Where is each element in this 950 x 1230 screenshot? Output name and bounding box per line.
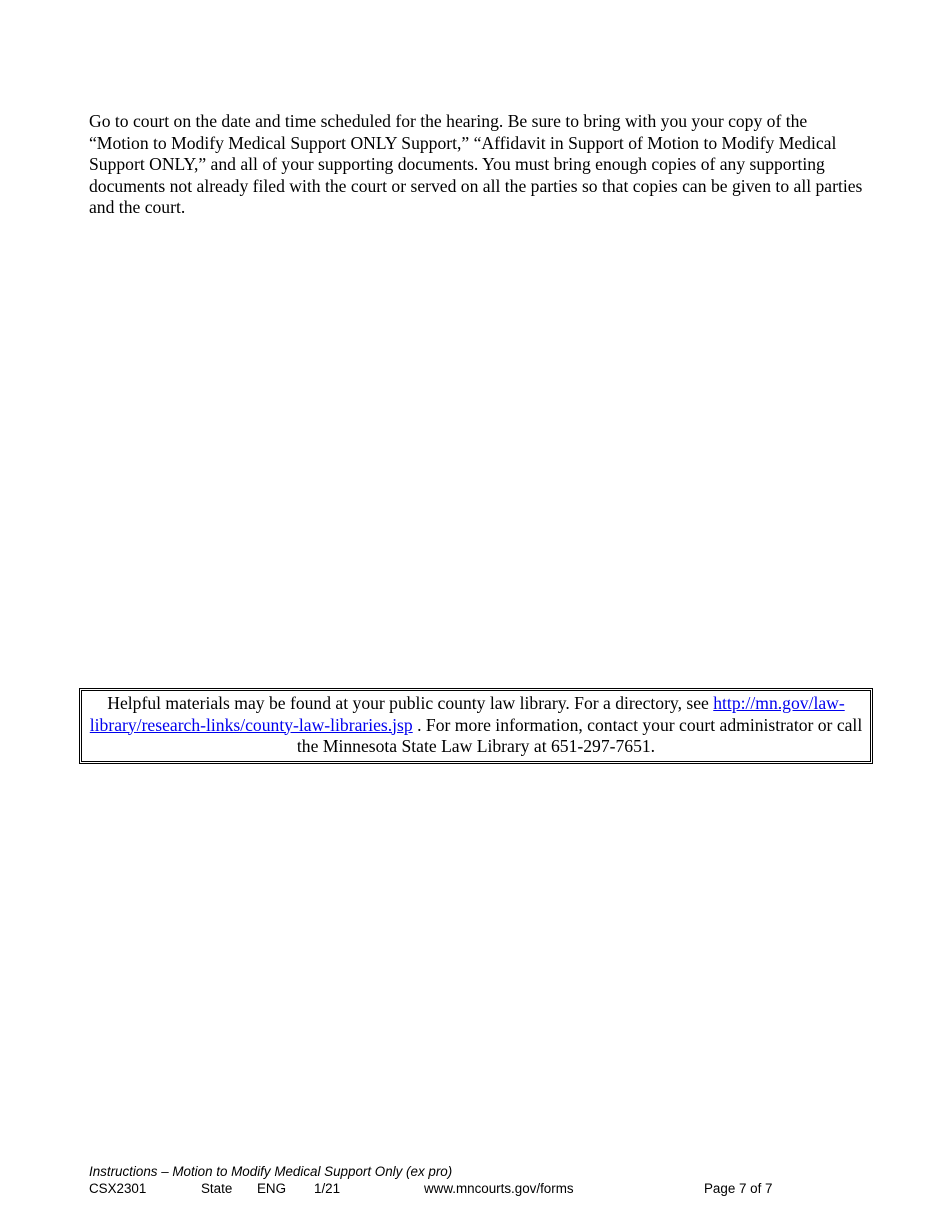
- footer-form-code: CSX2301: [89, 1181, 147, 1196]
- hearing-instruction-paragraph: Go to court on the date and time scheduled for the hearing. Be sure to bring with you your copy of the “Motion to Modify Medical Support ONLY Support,” “Affidavit in Support of Motion to Modify Medical Support ONLY,” and all of your supporting documents. You must bring enough copies of any supporting documents not already filed with the court or served on all the parties so that copies can be given to all parties and the court.: [89, 111, 863, 217]
- law-library-info-text: [82, 693, 870, 758]
- page-footer: [89, 1163, 869, 1197]
- footer-page-number: Page 7 of 7: [704, 1181, 773, 1196]
- footer-website: www.mncourts.gov/forms: [424, 1181, 574, 1196]
- law-library-info-box: [79, 688, 873, 764]
- law-library-text-before: Helpful materials may be found at your public county law library. For a directory, see: [107, 693, 714, 713]
- footer-revision-date: 1/21: [314, 1181, 341, 1196]
- footer-meta-row: [89, 1180, 869, 1197]
- footer-language: ENG: [257, 1181, 287, 1196]
- footer-jurisdiction: State: [201, 1181, 233, 1196]
- law-library-text-after: . For more information, contact your court administrator or call the Minnesota State Law Library at 651-297-7651.: [296, 714, 863, 756]
- county-law-libraries-link[interactable]: http://mn.gov/law-library/research-links/county-law-libraries.jsp: [89, 693, 845, 735]
- footer-form-title: Instructions – Motion to Modify Medical Support Only (ex pro): [89, 1164, 453, 1179]
